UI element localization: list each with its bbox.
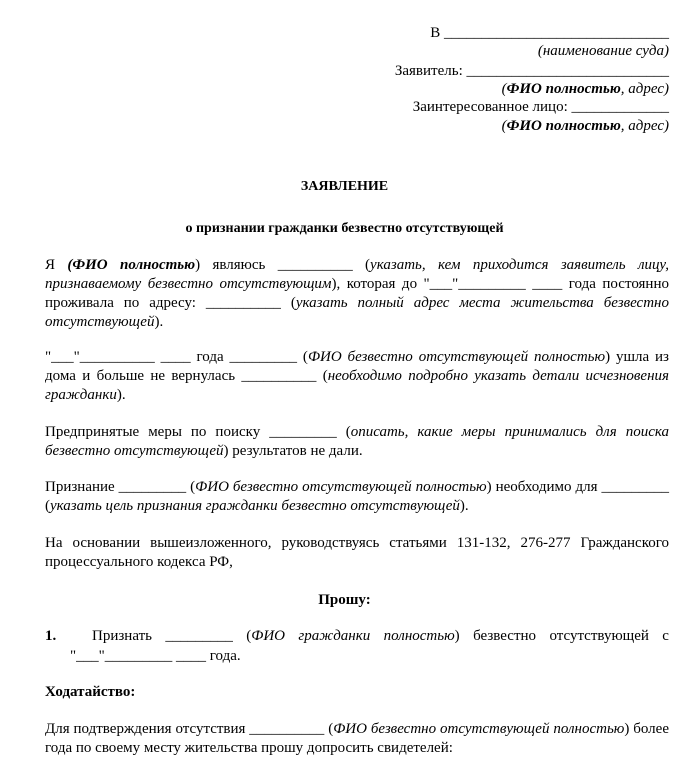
paragraph-witnesses: Для подтверждения отсутствия __________ (ФИО безвестно отсутствующей полностью) более года по своему месту жительства прошу допросить свидетелей: [45,721,669,756]
interested-blank: _____________ [571,99,669,115]
motion-heading: Ходатайство: [45,684,136,700]
request-heading: Прошу: [318,592,371,608]
document-subtitle: о признании гражданки безвестно отсутствующей [185,221,504,236]
item-number: 1. [45,628,57,644]
interested-label: Заинтересованное лицо: [412,99,568,115]
applicant-note: (ФИО полностью, адрес) [501,81,669,97]
paragraph-applicant: Я (ФИО полностью) являюсь __________ (указать, кем приходится заявитель лицу, признаваемому безвестно отсутствующим), которая до "___"_________ ____ года постоянно проживала по адресу: __________ (указать полный адрес места жительства безвестно отсутствующей). [45,257,669,330]
interested-note: (ФИО полностью, адрес) [501,118,669,134]
request-item-line2: "___"_________ ____ года. [70,648,241,664]
interested-line [413,98,669,117]
paragraph-legal-basis: На основании вышеизложенного, руководствуясь статьями 131-132, 276-277 Гражданского процессуального кодекса РФ, [45,535,669,570]
court-prefix: В [430,25,441,41]
paragraph-search-measures: Предпринятые меры по поиску _________ (описать, какие меры принимались для поиска безвестно отсутствующей) результатов не дали. [45,424,669,459]
paragraph-purpose: Признание _________ (ФИО безвестно отсутствующей полностью) необходимо для _________ (указать цель признания гражданки безвестно отсутствующей). [45,479,669,514]
paragraph-disappearance: "___"__________ ____ года _________ (ФИО безвестно отсутствующей полностью) ушла из дома и больше не вернулась __________ (необходимо подробно указать детали исчезновения гражданки). [45,349,669,403]
court-note: (наименование суда) [537,43,669,59]
court-line [430,24,669,43]
applicant-line [395,62,669,81]
applicant-blank: ___________________________ [466,63,669,79]
applicant-label: Заявитель: [394,63,463,79]
request-item-line1: Признать _________ (ФИО гражданки полностью) безвестно отсутствующей с [92,628,669,644]
court-note-text: наименование суда [542,43,664,59]
court-blank: ______________________________ [444,25,669,41]
document-title: ЗАЯВЛЕНИЕ [300,179,389,194]
